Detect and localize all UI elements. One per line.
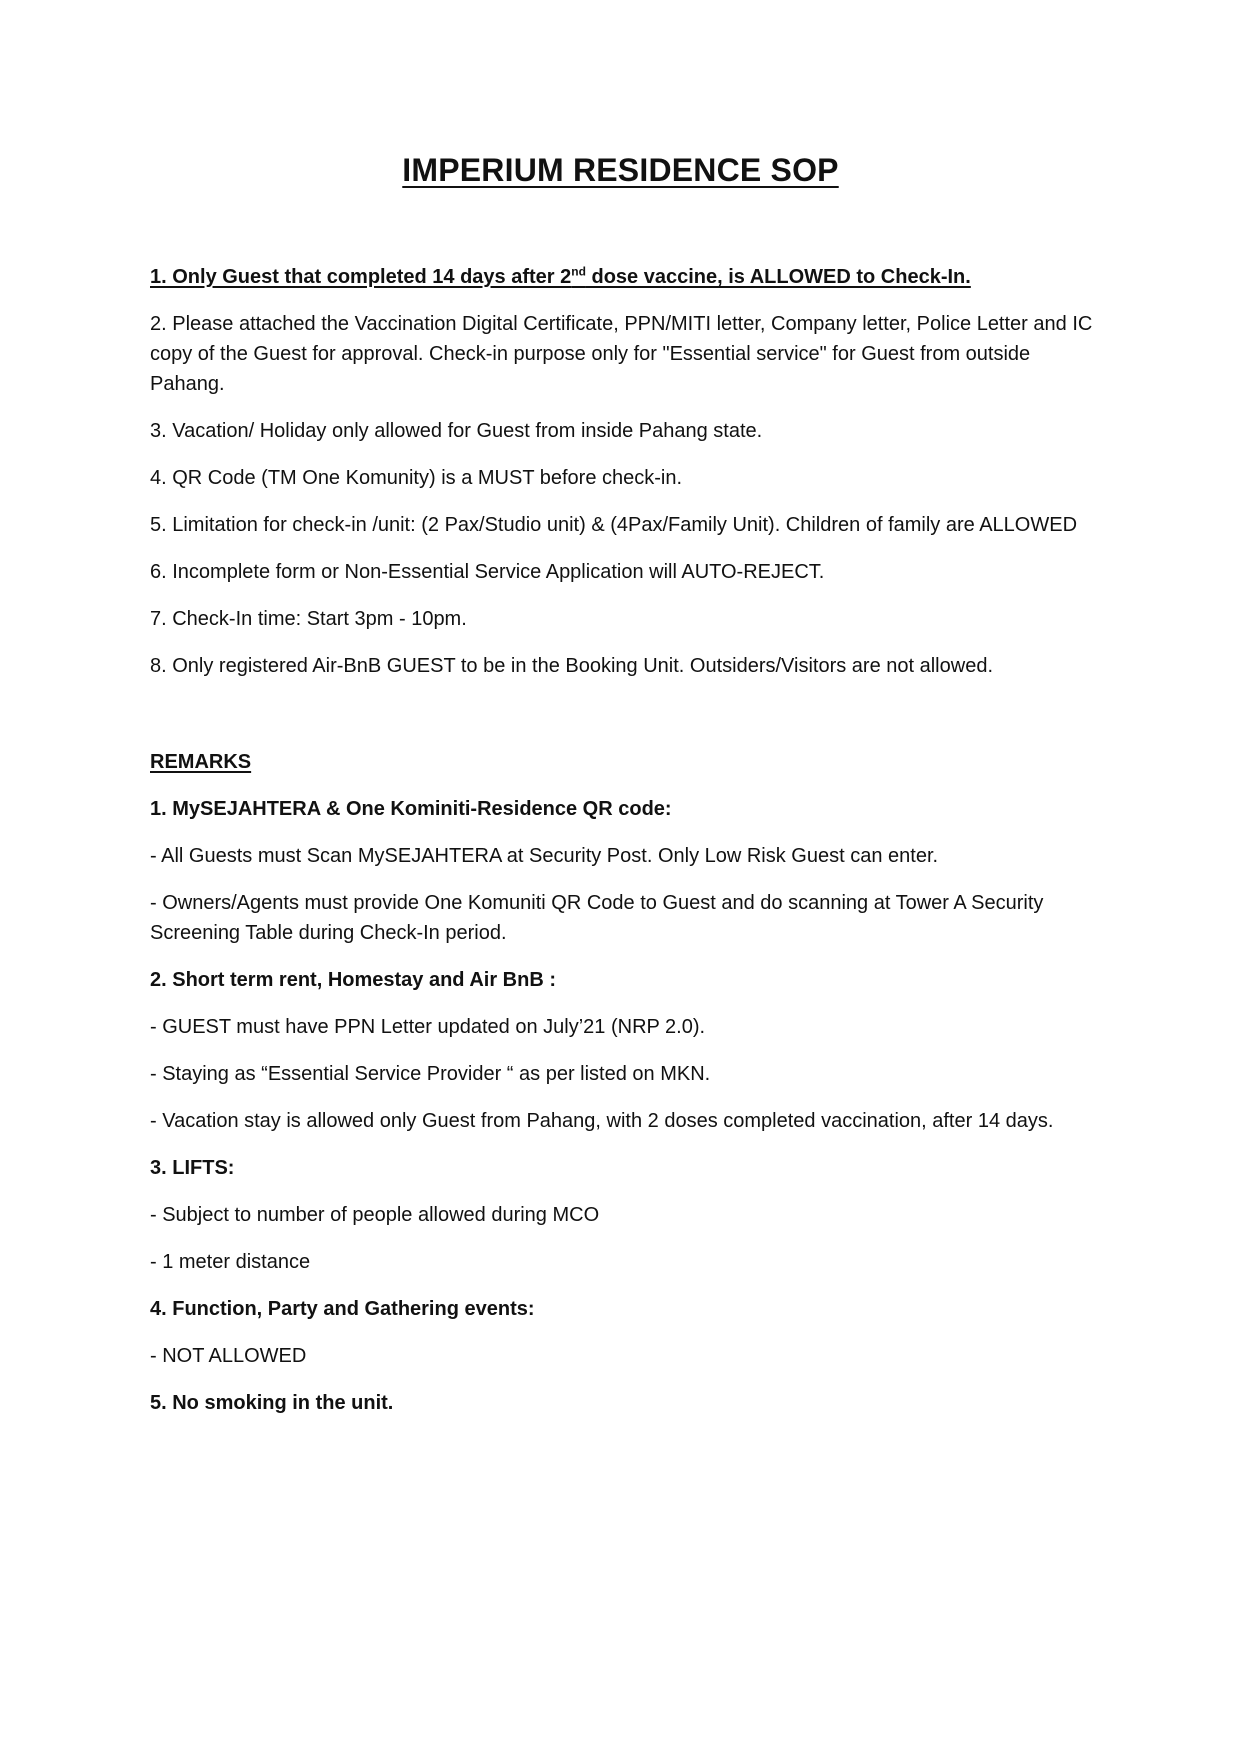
sop-item-3: 3. Vacation/ Holiday only allowed for Guest from inside Pahang state. [150,420,763,442]
remarks-section-2-line-3: - Vacation stay is allowed only Guest from Pahang, with 2 doses completed vaccination, after 14 days. [150,1110,1054,1132]
remarks-section-2-line-1: - GUEST must have PPN Letter updated on July’21 (NRP 2.0). [150,1016,706,1038]
document-body [150,262,1095,1435]
sop-item-1-after: dose vaccine, is ALLOWED to Check-In. [585,266,971,288]
document-title-text: IMPERIUM RESIDENCE SOP [402,152,839,188]
sop-item-8: 8. Only registered Air-BnB GUEST to be in the Booking Unit. Outsiders/Visitors are not allowed. [150,655,993,677]
sop-item-7: 7. Check-In time: Start 3pm - 10pm. [150,608,467,630]
sop-item-4: 4. QR Code (TM One Komunity) is a MUST before check-in. [150,467,683,489]
sop-item-2: 2. Please attached the Vaccination Digital Certificate, PPN/MITI letter, Company letter, Police Letter and IC copy of the Guest for approval. Check-in purpose only for "Essential service" for Guest from outside Pahang. [150,313,1093,395]
section-spacer [150,698,1095,747]
sop-item-1-superscript: nd [571,264,586,279]
remarks-section-1-heading: 1. MySEJAHTERA & One Kominiti-Residence QR code: [150,798,672,820]
sop-item-1 [150,262,1095,292]
remarks-section-3-line-1: - Subject to number of people allowed during MCO [150,1204,600,1226]
remarks-section-1-line-2: - Owners/Agents must provide One Komuniti QR Code to Guest and do scanning at Tower A Security Screening Table during Check-In period. [150,892,1044,944]
remarks-section-4-line-1: - NOT ALLOWED [150,1345,307,1367]
sop-item-5: 5. Limitation for check-in /unit: (2 Pax/Studio unit) & (4Pax/Family Unit). Children of family are ALLOWED [150,514,1078,536]
sop-item-6: 6. Incomplete form or Non-Essential Service Application will AUTO-REJECT. [150,561,825,583]
remarks-section-2-heading: 2. Short term rent, Homestay and Air BnB : [150,969,556,991]
document-title [0,152,1241,189]
sop-item-1-before: 1. Only Guest that completed 14 days after 2 [150,266,572,288]
remarks-section-4-heading: 4. Function, Party and Gathering events: [150,1298,535,1320]
remarks-section-5-heading: 5. No smoking in the unit. [150,1392,394,1414]
remarks-section-3-line-2: - 1 meter distance [150,1251,311,1273]
remarks-heading: REMARKS [150,751,252,773]
remarks-section-1-line-1: - All Guests must Scan MySEJAHTERA at Security Post. Only Low Risk Guest can enter. [150,845,939,867]
remarks-section-3-heading: 3. LIFTS: [150,1157,235,1179]
remarks-section-2-line-2: - Staying as “Essential Service Provider “ as per listed on MKN. [150,1063,711,1085]
